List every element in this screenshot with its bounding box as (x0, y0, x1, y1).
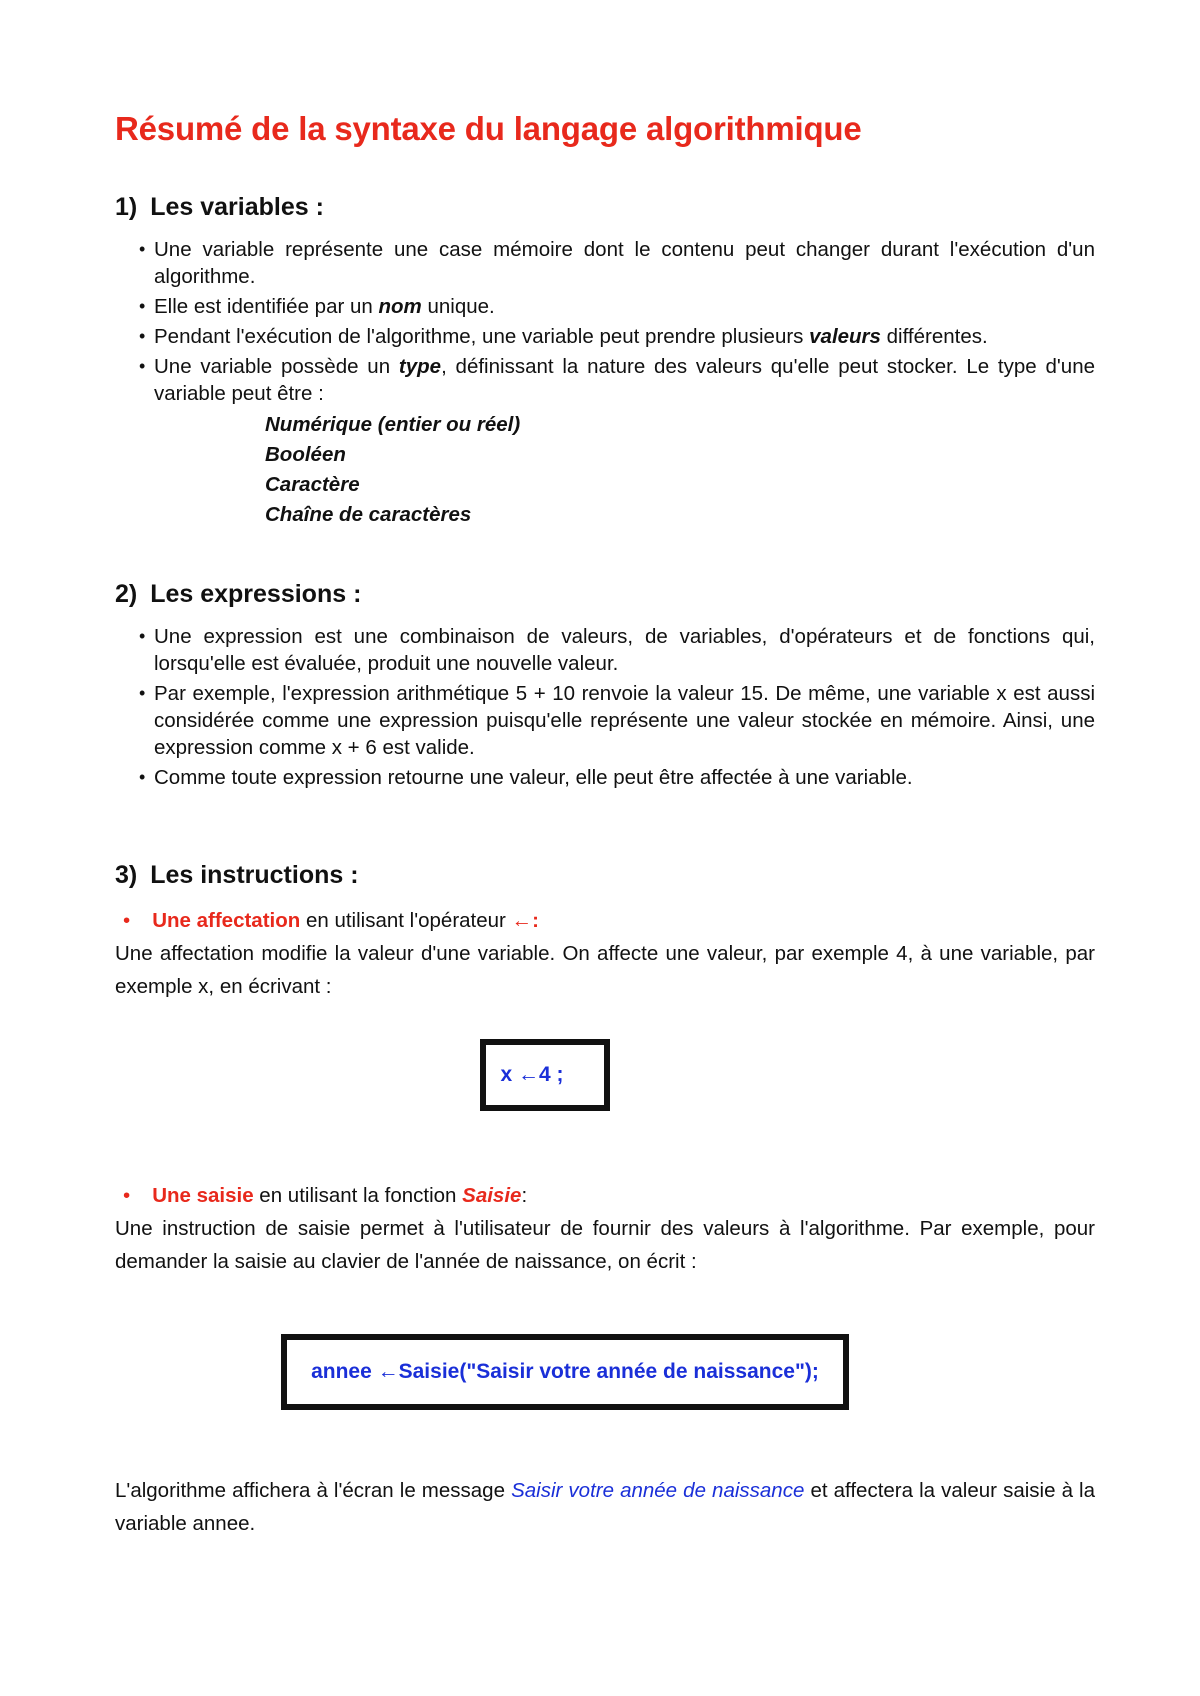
list-item-text: , définissant la nature des valeurs qu'elle peut stocker. Le type d'une variable peut être : (154, 355, 1095, 405)
section-title: Les instructions : (150, 861, 359, 889)
bullet-icon: • (123, 1184, 131, 1207)
affectation-label: Une affectation (152, 909, 301, 932)
section-heading-instructions (115, 861, 1095, 890)
section-variables (115, 193, 1095, 530)
type-item: Booléen (265, 443, 346, 466)
section-number: 1) (115, 193, 138, 221)
list-item-text: Une variable possède un (154, 355, 399, 378)
document-page (115, 110, 1095, 1540)
affectation-item (115, 904, 1095, 937)
expressions-list (115, 623, 1095, 791)
saisie-item (115, 1179, 1095, 1212)
emphasis-valeurs: valeurs (809, 325, 881, 348)
section-title: Les variables : (150, 193, 324, 221)
after-text: L'algorithme affichera à l'écran le message (115, 1479, 512, 1502)
list-item (139, 293, 1095, 320)
list-item: • Par exemple, l'expression arithmétique 5 + 10 renvoie la valeur 15. De même, une variable x est aussi considérée comme une expression puisqu'elle représente une valeur stockée en mémoire. Ainsi, une expression comme x + 6 est valide. (139, 680, 1095, 761)
list-item-text: unique. (421, 295, 495, 318)
type-item: Numérique (entier ou réel) (265, 413, 521, 436)
section-heading-expressions (115, 580, 1095, 609)
section-expressions (115, 580, 1095, 791)
saisie-text: en utilisant la fonction (253, 1184, 463, 1207)
after-text: et affectera la valeur saisie à la variable annee. (115, 1479, 1096, 1535)
variables-list (115, 236, 1095, 407)
document-title: Résumé de la syntaxe du langage algorithmique (115, 110, 862, 147)
affectation-code-box: x ←4 ; (480, 1039, 609, 1111)
saisie-label: Une saisie (152, 1184, 254, 1207)
section-number: 3) (115, 861, 138, 889)
section-heading-variables (115, 193, 1095, 222)
saisie-after-paragraph (115, 1474, 1095, 1540)
affectation-paragraph: Une affectation modifie la valeur d'une variable. On affecte une valeur, par exemple 4, à une variable, par exemple x, en écrivant : (115, 942, 1095, 998)
emphasis-nom: nom (378, 295, 422, 318)
section-number: 2) (115, 580, 138, 608)
types-list (265, 410, 1095, 530)
saisie-colon: : (521, 1184, 528, 1207)
list-item-text: différentes. (880, 325, 988, 348)
list-item: • Une expression est une combinaison de valeurs, de variables, d'opérateurs et de fonctions qui, lorsqu'elle est évaluée, produit une nouvelle valeur. (139, 623, 1095, 677)
saisie-paragraph: Une instruction de saisie permet à l'utilisateur de fournir des valeurs à l'algorithme. Par exemple, pour demander la saisie au clavier de l'année de naissance, on écrit : (115, 1217, 1095, 1273)
saisie-function: Saisie (462, 1184, 522, 1207)
bullet-icon: • (123, 909, 131, 932)
type-item: Chaîne de caractères (265, 503, 472, 526)
list-item (139, 353, 1095, 407)
list-item (139, 236, 1095, 290)
list-item-text: Pendant l'exécution de l'algorithme, une variable peut prendre plusieurs (154, 325, 810, 348)
affectation-text: en utilisant l'opérateur (300, 909, 512, 932)
saisie-code-box: annee ←Saisie("Saisir votre année de naissance"); (281, 1334, 849, 1410)
list-item-text: Elle est identifiée par un (154, 295, 379, 318)
operator-arrow: ←: (511, 909, 539, 932)
section-instructions (115, 861, 1095, 1540)
list-item (139, 323, 1095, 350)
list-item: • Comme toute expression retourne une valeur, elle peut être affectée à une variable. (139, 764, 1095, 791)
affectation-code-wrap (55, 1039, 1035, 1111)
list-item-text: Une variable représente une case mémoire dont le contenu peut changer durant l'exécution d'un algorithme. (154, 238, 1095, 288)
type-item: Caractère (265, 473, 360, 496)
saisie-code-wrap (75, 1314, 1055, 1430)
emphasis-type: type (398, 355, 442, 378)
after-message: Saisir votre année de naissance (511, 1479, 805, 1502)
section-title: Les expressions : (150, 580, 362, 608)
